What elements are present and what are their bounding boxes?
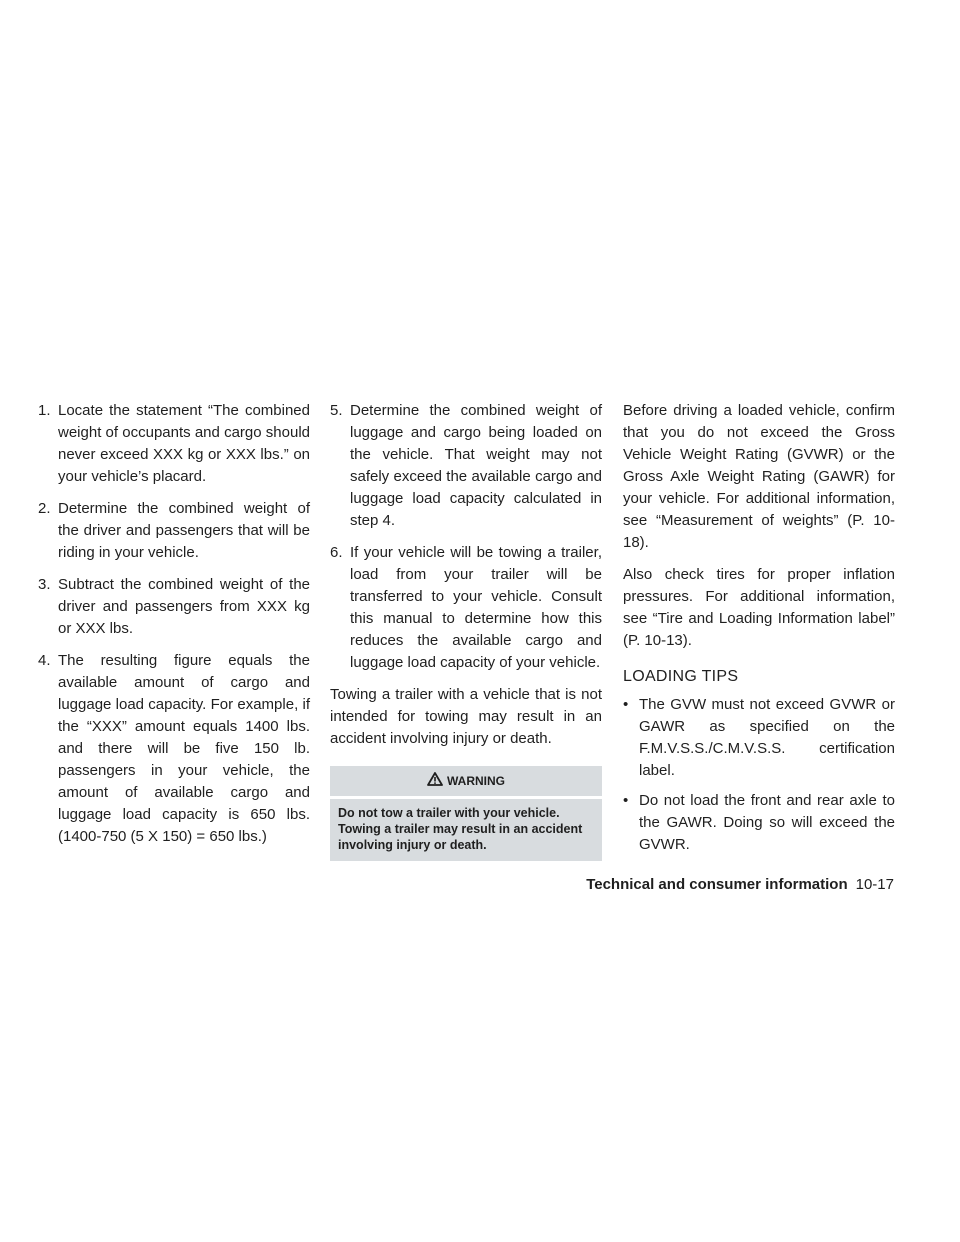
page-footer xyxy=(586,876,894,893)
towing-paragraph: Towing a trailer with a vehicle that is not intended for towing may result in an accident involving injury or death. xyxy=(330,686,602,747)
step-text: Determine the combined weight of luggage and cargo being loaded on the vehicle. That weight may not safely exceed the available cargo and luggage load capacity calculated in step 4. xyxy=(350,402,602,529)
step-number: 3. xyxy=(38,576,51,593)
list-item xyxy=(623,694,895,782)
bullet-icon: • xyxy=(623,792,629,809)
bullet-text: Do not load the front and rear axle to the GAWR. Doing so will exceed the GVWR. xyxy=(639,792,895,853)
step-number: 2. xyxy=(38,500,51,517)
column-3 xyxy=(623,400,895,864)
step-item-1 xyxy=(38,400,310,488)
warning-triangle-icon xyxy=(427,772,443,790)
step-item-2 xyxy=(38,498,310,564)
step-text: Subtract the combined weight of the driver and passengers from XXX kg or XXX lbs. xyxy=(58,576,310,637)
step-item-3 xyxy=(38,574,310,640)
step-item-6 xyxy=(330,542,602,674)
step-number: 4. xyxy=(38,652,51,669)
step-text: Locate the statement “The combined weight of occupants and cargo should never exceed XXX kg or XXX lbs.” on your vehicle’s placard. xyxy=(58,402,310,485)
warning-text: Do not tow a trailer with your vehicle. Towing a trailer may result in an accident involving injury or death. xyxy=(338,806,583,852)
step-text: The resulting figure equals the available amount of cargo and luggage load capacity. For example, if the “XXX” amount equals 1400 lbs. and there will be five 150 lb. passengers in your vehicle, the amount of available cargo and luggage load capacity is 650 lbs. (1400-750 (5 X 150) = 650 lbs.) xyxy=(58,652,310,845)
footer-section-title: Technical and consumer information xyxy=(586,876,848,893)
step-number: 1. xyxy=(38,402,51,419)
step-text: Determine the combined weight of the driver and passengers that will be riding in your vehicle. xyxy=(58,500,310,561)
column-1 xyxy=(38,400,310,858)
step-text: If your vehicle will be towing a trailer, load from your trailer will be transferred to your vehicle. Consult this manual to determine how this reduces the available cargo and luggage load capacity of your vehicle. xyxy=(350,544,602,671)
gvwr-paragraph: Before driving a loaded vehicle, confirm that you do not exceed the Gross Vehicle Weight Rating (GVWR) or the Gross Axle Weight Rating (GAWR) for your vehicle. For additional information, see “Measurement of weights” (P. 10-18). xyxy=(623,402,895,551)
warning-header xyxy=(330,766,602,799)
step-item-4 xyxy=(38,650,310,848)
step-item-5 xyxy=(330,400,602,532)
bullet-text: The GVW must not exceed GVWR or GAWR as specified on the F.M.V.S.S./C.M.V.S.S. certification label. xyxy=(639,696,895,779)
list-item xyxy=(623,790,895,856)
step-number: 5. xyxy=(330,402,343,419)
inflation-paragraph: Also check tires for proper inflation pressures. For additional information, see “Tire and Loading Information label” (P. 10-13). xyxy=(623,566,895,649)
bullet-icon: • xyxy=(623,696,629,713)
warning-box xyxy=(330,766,602,861)
warning-title: WARNING xyxy=(447,774,505,788)
page-number: 10-17 xyxy=(855,876,894,893)
column-2 xyxy=(330,400,602,861)
step-number: 6. xyxy=(330,544,343,561)
loading-tips-heading: LOADING TIPS xyxy=(623,668,739,685)
